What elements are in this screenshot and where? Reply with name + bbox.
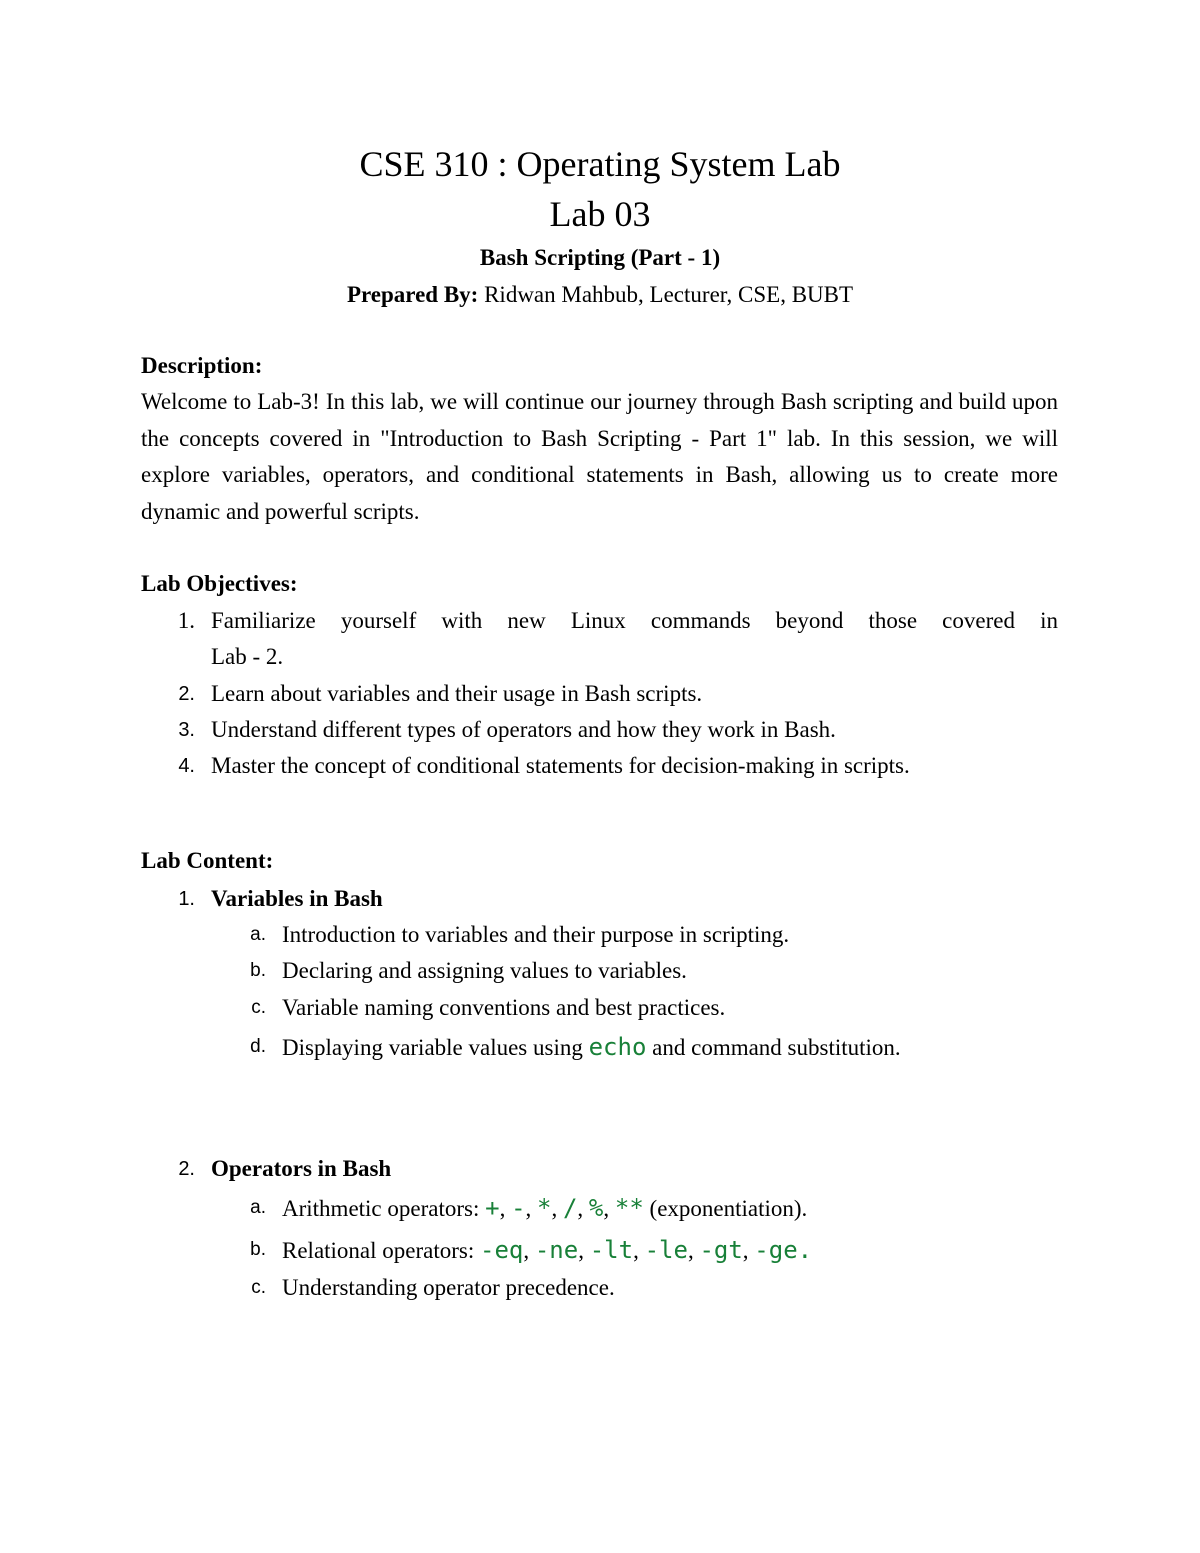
code-echo: echo <box>588 1033 647 1061</box>
code-operator: - <box>511 1194 526 1222</box>
subitem-marker: a. <box>250 924 266 945</box>
list-marker: 1. <box>177 608 195 633</box>
objectives-heading: Lab Objectives: <box>141 571 298 596</box>
code-operator: -lt <box>589 1236 634 1264</box>
code-operator: / <box>562 1194 578 1222</box>
subitem-text: Relational operators: <box>282 1238 480 1263</box>
prepared-by-label: Prepared By: <box>346 282 479 307</box>
separator: , <box>742 1238 755 1263</box>
code-operator: -gt <box>699 1236 743 1264</box>
list-marker: 3. <box>178 719 195 741</box>
separator: , <box>577 1196 589 1221</box>
list-item: Familiarize yourself with new Linux commands beyond those covered in <box>211 608 1058 633</box>
lab-topic: Bash Scripting (Part - 1) <box>479 245 721 270</box>
section-marker: 1. <box>178 888 195 910</box>
subitem-marker: b. <box>250 1239 266 1260</box>
subitem-relational-operators <box>282 1232 812 1269</box>
separator: , <box>525 1196 538 1221</box>
separator: , <box>551 1196 563 1221</box>
list-marker: 2. <box>178 683 195 705</box>
subitem-arithmetic-operators <box>282 1190 807 1227</box>
code-operator: + <box>485 1194 500 1222</box>
subitem: Understanding operator precedence. <box>282 1275 615 1300</box>
separator: , <box>523 1238 535 1263</box>
prepared-by <box>0 280 1200 310</box>
list-item: Master the concept of conditional statements for decision-making in scripts. <box>211 753 910 778</box>
subitem <box>282 1029 901 1066</box>
section-title: Operators in Bash <box>211 1156 392 1181</box>
separator: , <box>633 1238 645 1263</box>
subitem-marker: d. <box>250 1036 266 1057</box>
trailing-period: . <box>797 1236 813 1264</box>
list-item: Understand different types of operators and how they work in Bash. <box>211 717 836 742</box>
subitem-text: and command substitution. <box>646 1035 901 1060</box>
separator: , <box>687 1238 700 1263</box>
code-operator: -eq <box>480 1236 524 1264</box>
subitem: Declaring and assigning values to variables. <box>282 958 687 983</box>
code-operator: -ge <box>754 1236 798 1264</box>
course-title: CSE 310 : Operating System Lab <box>359 144 841 184</box>
code-operator: * <box>537 1194 552 1222</box>
section-title: Variables in Bash <box>211 886 383 911</box>
subitem: Variable naming conventions and best practices. <box>282 995 726 1020</box>
section-marker: 2. <box>178 1158 195 1180</box>
code-operator: ** <box>614 1194 644 1222</box>
description-text: Welcome to Lab-3! In this lab, we will continue our journey through Bash scripting and build upon the concepts covered in "Introduction to Bash Scripting - Part 1" lab. In this session, we will explore variables, operators, and conditional statements in Bash, allowing us to create more dynamic and powerful scripts. <box>141 389 1058 524</box>
list-item: Learn about variables and their usage in Bash scripts. <box>211 681 703 706</box>
subitem-marker: b. <box>250 960 266 981</box>
code-operator: -ne <box>534 1236 579 1264</box>
subitem-marker: c. <box>251 997 266 1018</box>
list-item-continuation: Lab - 2. <box>211 644 284 669</box>
prepared-by-value: Ridwan Mahbub, Lecturer, CSE, BUBT <box>484 282 854 307</box>
lab-number: Lab 03 <box>549 194 651 234</box>
subitem-text: (exponentiation). <box>643 1196 808 1221</box>
separator: , <box>603 1196 615 1221</box>
description-heading: Description: <box>141 353 263 378</box>
list-marker: 4. <box>178 755 195 777</box>
subitem-marker: a. <box>250 1197 266 1218</box>
separator: , <box>578 1238 590 1263</box>
code-operator: -le <box>644 1236 688 1264</box>
subitem-text: Displaying variable values using <box>282 1035 589 1060</box>
code-operator: % <box>588 1194 604 1222</box>
content-heading: Lab Content: <box>141 848 274 873</box>
subitem-text: Arithmetic operators: <box>282 1196 486 1221</box>
subitem: Introduction to variables and their purpose in scripting. <box>282 922 790 947</box>
separator: , <box>499 1196 512 1221</box>
subitem-marker: c. <box>251 1277 266 1298</box>
